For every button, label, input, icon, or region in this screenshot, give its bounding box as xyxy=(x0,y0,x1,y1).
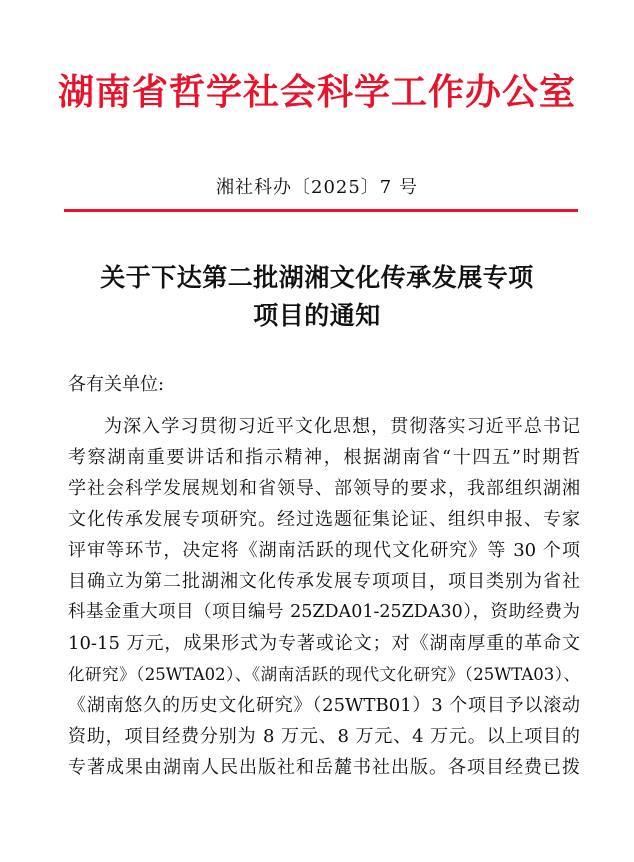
title-line: 关于下达第二批湖湘文化传承发展专项 xyxy=(100,263,534,292)
body-paragraph xyxy=(68,411,580,783)
body-line: 10-15 万元，成果形式为专著或论文；对《湖南厚重的革命文 xyxy=(68,633,580,654)
body-line: 化研究》（25WTA02）、《湖南活跃的现代文化研究》（25WTA03）、 xyxy=(68,665,580,684)
body-line: 文化传承发展专项研究。经过选题征集论证、组织申报、专家 xyxy=(68,509,580,530)
document-title xyxy=(0,259,634,335)
title-line: 项目的通知 xyxy=(253,301,381,330)
addressee: 各有关单位: xyxy=(68,374,165,395)
body-line: 科基金重大项目（项目编号 25ZDA01-25ZDA30），资助经费为 xyxy=(68,602,580,622)
red-divider-line xyxy=(64,209,578,212)
body-line: 学社会科学发展规划和省领导、部领导的要求，我部组织湖湘 xyxy=(68,478,580,499)
body-line: 考察湖南重要讲话和指示精神，根据湖南省“十四五”时期哲 xyxy=(68,447,580,468)
body-line: 《湖南悠久的历史文化研究》（25WTB01）3 个项目予以滚动 xyxy=(68,695,580,716)
body-line: 专著成果由湖南人民出版社和岳麓书社出版。各项目经费已拨 xyxy=(68,757,580,778)
body-line: 目确立为第二批湖湘文化传承发展专项项目，项目类别为省社 xyxy=(68,571,580,592)
issuer-header: 湖南省哲学社会科学工作办公室 xyxy=(57,71,576,113)
body-line: 评审等环节，决定将《湖南活跃的现代文化研究》等 30 个项 xyxy=(68,540,580,561)
document-number: 湘社科办〔2025〕7 号 xyxy=(216,177,418,198)
body-line: 为深入学习贯彻习近平文化思想，贯彻落实习近平总书记 xyxy=(104,416,580,437)
body-line: 资助，项目经费分别为 8 万元、8 万元、4 万元。以上项目的 xyxy=(68,726,580,747)
